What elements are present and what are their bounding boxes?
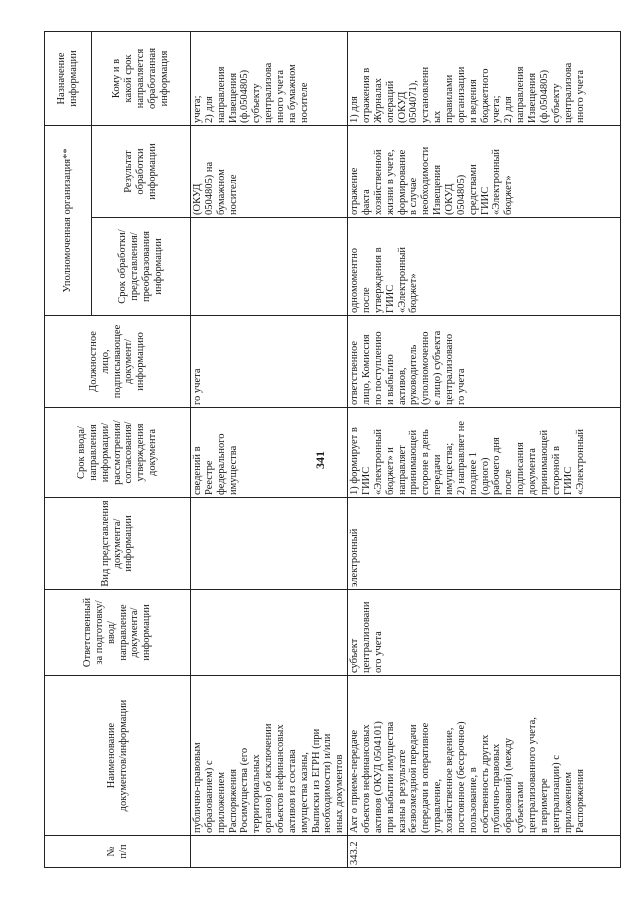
cell-doc-name: публично-правовым образованием) с приложением Распоряжения Росимущества (его территориальных органов) об исключении объектов нефинансовых активов из состава имущества казны, Выписки из ЕГРН (при необходимости) и/или иных документов xyxy=(191,676,348,836)
cell-submission-type xyxy=(191,498,348,590)
header-responsible: Ответственный за подготовку/ ввод/ направление документа/ информации xyxy=(45,590,191,676)
cell-processing-result: (ОКУД 0504805) на бумажном носителе xyxy=(191,126,348,218)
cell-responsible xyxy=(191,590,348,676)
page-number: 341 xyxy=(313,451,327,469)
cell-purpose: 1) для отражения в Журналах операций (ОКУД 0504071), установленн ых правилами организации и ведения бюджетного учета; 2) для направления Извещения (ф.0504805) субъекту централизова нного учета xyxy=(348,32,621,126)
cell-deadline: 1) формирует в ГИИС «Электронный бюджет» и направляет принимающей стороне в день передачи имущества; 2) направляет не позднее 1 (одного) рабочего дня после подписания документа принимающей стороной в ГИИС «Электронный xyxy=(348,408,621,498)
cell-responsible: субъект централизовани ого учета xyxy=(348,590,621,676)
rotated-page-content xyxy=(44,32,596,868)
cell-processing-deadline xyxy=(191,218,348,316)
cell-purpose: учета; 2) для направления Извещения (ф.0504805) субъекту централизова нного учета на бумажном носителе xyxy=(191,32,348,126)
table-header-row xyxy=(45,32,92,868)
cell-processing-deadline: одномоментно после утверждения в ГИИС «Электронный бюджет» xyxy=(348,218,621,316)
register-table xyxy=(44,31,621,868)
header-num: № п/п xyxy=(45,836,191,868)
cell-processing-result: отражение факта хозяйственной жизни в учете, формирование в случае необходимости Извещения (ОКУД 0504805) средствами ГИИС «Электронный бюджет» xyxy=(348,126,621,218)
cell-num: 343.2 xyxy=(348,836,621,868)
cell-submission-type: электронный xyxy=(348,498,621,590)
cell-num xyxy=(191,836,348,868)
header-submission-type: Вид представления документа/ информации xyxy=(45,498,191,590)
cell-signatory: го учета xyxy=(191,316,348,408)
table-row xyxy=(348,32,621,868)
header-recipient: Кому и в какой срок направляется обработанная информация xyxy=(92,32,191,126)
header-processing-deadline: Срок обработки/ представления/ преобразования информации xyxy=(92,218,191,316)
cell-signatory: ответственное лицо, Комиссия по поступлению и выбытию активов, руководитель (уполномоченно е лицо) субъекта централизовано го учета xyxy=(348,316,621,408)
header-signatory: Должностное лицо, подписывающее документ/ информацию xyxy=(45,316,191,408)
cell-doc-name: Акт о приеме-передаче объектов нефинансовых активов (ОКУД 0504101) при выбытии имущества казны в результате безвозмездной передачи (передачи в оперативное управление, хозяйственное ведение, постоянное (бессрочное) пользование, в собственность других публично-правовых образований) (между субъектами централизованного учета, в периметре централизации) с приложением Распоряжения xyxy=(348,676,621,836)
header-authorized-org: Уполномоченная организация** xyxy=(45,126,92,316)
table-row xyxy=(191,32,348,868)
header-purpose: Назначение информации xyxy=(45,32,92,126)
header-doc-name: Наименование документов/информации xyxy=(45,676,191,836)
header-processing-result: Результат обработки информации xyxy=(92,126,191,218)
header-deadline: Срок ввода/ направления информации/ рассмотрения/ согласования/ утверждения документа xyxy=(45,408,191,498)
cell-deadline: сведений в Реестре федерального имущества xyxy=(191,408,348,498)
